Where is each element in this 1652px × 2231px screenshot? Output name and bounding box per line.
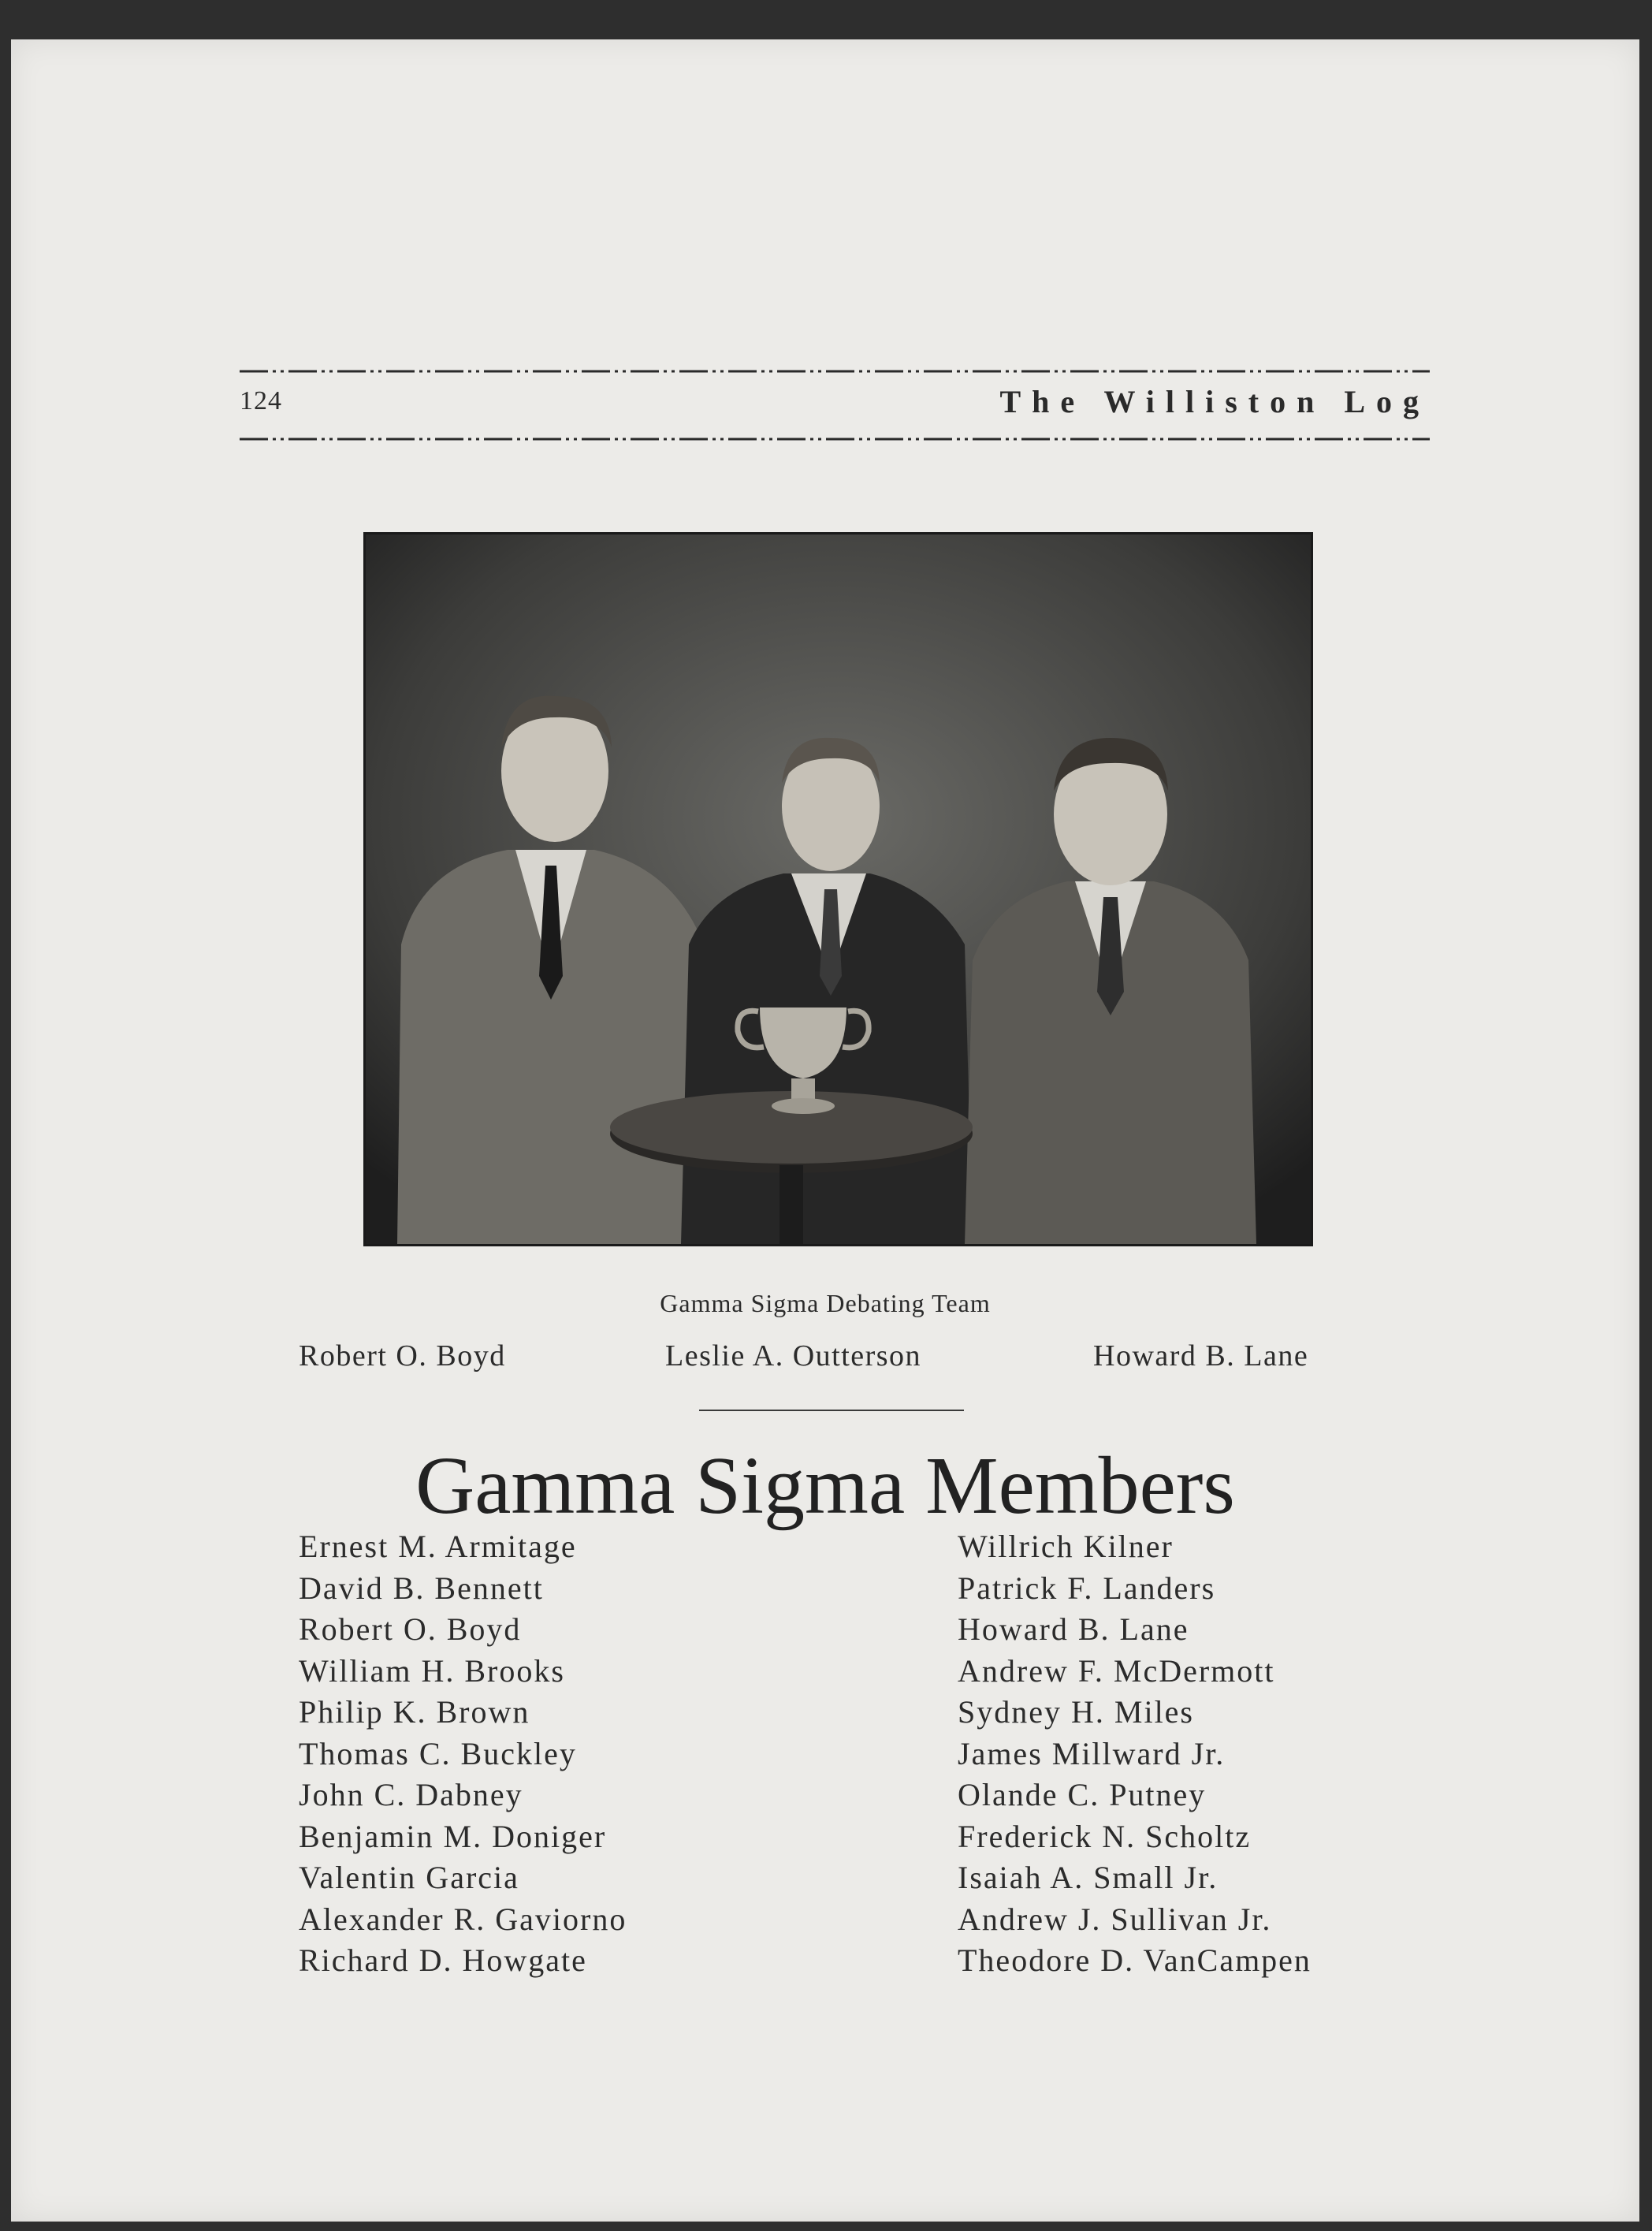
member-name: Isaiah A. Small Jr. <box>958 1860 1219 1895</box>
header-rule-bottom <box>240 435 1430 443</box>
member-name: Valentin Garcia <box>299 1860 519 1895</box>
member-name: Robert O. Boyd <box>299 1611 522 1647</box>
members-list-right <box>958 1526 1312 1982</box>
page-number: 124 <box>240 386 282 415</box>
running-title: The Williston Log <box>999 384 1430 419</box>
member-name: James Millward Jr. <box>958 1735 1226 1771</box>
member-name: Theodore D. VanCampen <box>958 1942 1312 1978</box>
members-list-left <box>299 1526 627 1982</box>
member-name: Richard D. Howgate <box>299 1942 587 1978</box>
photo-caption: Gamma Sigma Debating Team <box>660 1289 991 1317</box>
member-name: Olande C. Putney <box>958 1777 1207 1812</box>
member-name: Andrew J. Sullivan Jr. <box>958 1901 1272 1937</box>
member-name: Alexander R. Gaviorno <box>299 1901 627 1937</box>
member-name: David B. Bennett <box>299 1570 544 1606</box>
member-name: Ernest M. Armitage <box>299 1529 577 1564</box>
header-rule-top <box>240 367 1430 375</box>
member-name: Frederick N. Scholtz <box>958 1818 1252 1854</box>
page-header <box>240 363 1430 448</box>
team-photograph <box>363 532 1313 1246</box>
team-member-name: Robert O. Boyd <box>299 1339 506 1372</box>
member-name: Patrick F. Landers <box>958 1570 1216 1606</box>
member-name: Andrew F. McDermott <box>958 1652 1275 1689</box>
member-name: Philip K. Brown <box>299 1694 530 1730</box>
section-heading: Gamma Sigma Members <box>415 1440 1235 1531</box>
member-name: Howard B. Lane <box>958 1611 1189 1647</box>
member-name: Sydney H. Miles <box>958 1694 1194 1730</box>
member-name: Thomas C. Buckley <box>299 1735 577 1771</box>
member-name: Willrich Kilner <box>958 1529 1174 1564</box>
section-divider <box>699 1410 964 1411</box>
book-page <box>11 39 1639 2222</box>
team-member-name: Howard B. Lane <box>1093 1339 1309 1372</box>
member-name: John C. Dabney <box>299 1777 523 1812</box>
team-member-name: Leslie A. Outterson <box>665 1339 922 1372</box>
member-name: Benjamin M. Doniger <box>299 1818 607 1854</box>
member-name: William H. Brooks <box>299 1652 565 1689</box>
